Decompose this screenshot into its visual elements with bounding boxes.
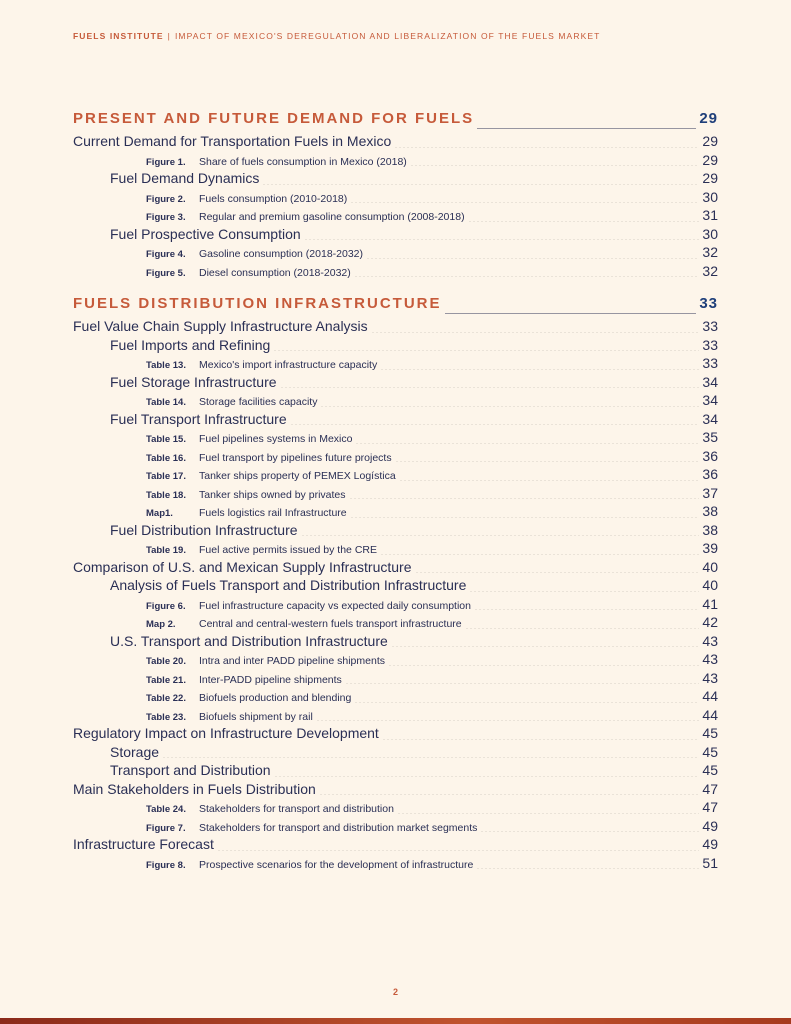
toc-entry-page: 33: [702, 355, 718, 371]
toc-entry[interactable]: [73, 725, 718, 744]
toc-entry-page: 34: [702, 410, 718, 427]
toc-entry-label: Current Demand for Transportation Fuels in Mexico: [73, 133, 392, 149]
toc-entry-label: Fuel transport by pipelines future projects: [199, 451, 392, 464]
toc-entry-label: Regulatory Impact on Infrastructure Development: [73, 725, 379, 741]
toc-entry[interactable]: [73, 429, 718, 448]
toc-entry[interactable]: [73, 522, 718, 541]
toc-entry-label: Transport and Distribution: [110, 762, 271, 778]
toc-entry[interactable]: [73, 318, 718, 337]
toc-entry[interactable]: [73, 707, 718, 726]
header-org: FUELS INSTITUTE: [73, 31, 164, 41]
toc-entry-label: Fuels logistics rail Infrastructure: [199, 507, 347, 519]
toc-entry-label: Main Stakeholders in Fuels Distribution: [73, 780, 316, 797]
toc-entry-label: Comparison of U.S. and Mexican Supply Infrastructure: [73, 558, 412, 575]
toc-entry-tag: Table 17.: [146, 471, 186, 482]
dot-leader: [380, 554, 699, 555]
toc-entry-page: 34: [702, 392, 718, 408]
toc-entry-page: 47: [702, 799, 718, 815]
dot-leader: [465, 628, 700, 629]
toc-entry-label: Analysis of Fuels Transport and Distribution Infrastructure: [110, 577, 467, 593]
toc-entry-tag: Figure 3.: [146, 212, 186, 223]
dot-leader: [480, 831, 699, 832]
dot-leader: [280, 387, 700, 388]
toc-entry[interactable]: [73, 411, 718, 430]
toc-entry-label: Fuels consumption (2010-2018): [199, 192, 348, 205]
toc-entry[interactable]: [73, 836, 718, 855]
toc-entry-page: 42: [702, 614, 718, 630]
toc-entry-page: 36: [702, 447, 718, 464]
toc-entry-label: Fuel pipelines systems in Mexico: [199, 433, 353, 445]
dot-leader: [399, 480, 700, 481]
toc-entry-label: Storage: [110, 743, 160, 760]
toc-entry-label: Stakeholders for transport and distribution market segments: [199, 821, 478, 834]
toc-entry[interactable]: [73, 295, 718, 318]
dot-leader: [349, 498, 700, 499]
dot-leader: [350, 202, 699, 203]
toc-entry-tag: Figure 4.: [146, 249, 186, 260]
toc-entry-label: Central and central-western fuels transport infrastructure: [199, 618, 462, 630]
dot-leader: [394, 147, 699, 148]
toc-entry[interactable]: [73, 110, 718, 133]
toc-entry[interactable]: [73, 744, 718, 763]
toc-entry-label: Gasoline consumption (2018-2032): [199, 248, 364, 260]
toc-entry[interactable]: [73, 577, 718, 596]
toc-entry[interactable]: [73, 688, 718, 707]
toc-entry[interactable]: [73, 337, 718, 356]
toc-entry-label: Tanker ships owned by privates: [199, 488, 346, 501]
dot-leader: [355, 443, 699, 444]
toc-entry-page: 36: [702, 466, 718, 482]
dot-leader: [388, 665, 699, 666]
toc-entry-page: 38: [702, 521, 718, 538]
toc-entry-page: 43: [702, 651, 718, 667]
toc-entry-label: Fuel Prospective Consumption: [110, 225, 301, 242]
toc-entry-label: Share of fuels consumption in Mexico (2018): [199, 155, 407, 168]
toc-entry[interactable]: [73, 614, 718, 633]
toc-entry-label: Stakeholders for transport and distribution: [199, 803, 394, 815]
toc-entry-page: 33: [702, 336, 718, 353]
toc-entry-page: 37: [702, 484, 718, 501]
toc-entry-tag: Table 20.: [146, 656, 186, 667]
toc-entry-label: PRESENT AND FUTURE DEMAND FOR FUELS: [73, 110, 475, 127]
toc-entry-page: 35: [702, 429, 718, 445]
dot-leader: [354, 276, 700, 277]
table-of-contents: [73, 110, 718, 873]
toc-entry-tag: Table 14.: [146, 397, 186, 408]
toc-entry-label: Inter-PADD pipeline shipments: [199, 673, 342, 686]
dot-leader: [301, 535, 700, 536]
dot-leader: [397, 813, 699, 814]
toc-entry-page: 29: [702, 170, 718, 186]
toc-entry-page: 31: [702, 207, 718, 223]
toc-entry-tag: Table 18.: [146, 489, 186, 501]
dot-leader: [350, 517, 700, 518]
toc-entry[interactable]: [73, 152, 718, 171]
header-title: IMPACT OF MEXICO'S DEREGULATION AND LIBERALIZATION OF THE FUELS MARKET: [174, 31, 601, 41]
toc-entry-label: Fuel Storage Infrastructure: [110, 373, 277, 390]
dot-leader: [217, 850, 700, 851]
toc-entry[interactable]: [73, 559, 718, 578]
toc-entry-tag: Figure 1.: [146, 156, 186, 168]
dot-leader: [445, 313, 697, 314]
toc-entry-page: 39: [702, 540, 718, 556]
toc-entry-page: 49: [702, 836, 718, 852]
toc-entry-label: Fuel Imports and Refining: [110, 336, 271, 353]
toc-entry-page: 30: [702, 225, 718, 242]
toc-entry-page: 40: [702, 558, 718, 575]
toc-entry[interactable]: [73, 170, 718, 189]
toc-entry-label: Regular and premium gasoline consumption (2008-2018): [199, 211, 465, 223]
toc-entry-tag: Figure 2.: [146, 193, 186, 205]
toc-entry[interactable]: [73, 633, 718, 652]
toc-entry-label: Fuel Demand Dynamics: [110, 170, 260, 186]
dot-leader: [410, 165, 700, 166]
dot-leader: [468, 221, 700, 222]
toc-entry-label: Fuel Value Chain Supply Infrastructure Analysis: [73, 318, 368, 334]
dot-leader: [304, 239, 700, 240]
toc-entry-tag: Figure 7.: [146, 822, 186, 834]
toc-entry-label: Tanker ships property of PEMEX Logística: [199, 470, 396, 482]
toc-entry-label: Infrastructure Forecast: [73, 836, 214, 852]
toc-entry-tag: Map1.: [146, 508, 173, 519]
toc-entry-page: 47: [702, 780, 718, 797]
toc-entry-page: 41: [702, 595, 718, 612]
toc-entry[interactable]: [73, 244, 718, 263]
toc-entry-label: FUELS DISTRIBUTION INFRASTRUCTURE: [73, 295, 442, 312]
toc-entry-page: 45: [702, 762, 718, 778]
dot-leader: [316, 720, 700, 721]
toc-entry-page: 34: [702, 373, 718, 390]
toc-entry-tag: Table 16.: [146, 452, 186, 464]
toc-entry-tag: Table 23.: [146, 711, 186, 723]
toc-entry-label: Fuel Distribution Infrastructure: [110, 521, 298, 538]
toc-entry[interactable]: [73, 374, 718, 393]
toc-entry[interactable]: [73, 818, 718, 837]
toc-entry-tag: Table 22.: [146, 693, 186, 704]
toc-entry[interactable]: [73, 355, 718, 374]
toc-entry-page: 29: [702, 151, 718, 168]
toc-entry-tag: Figure 5.: [146, 267, 186, 279]
toc-entry[interactable]: [73, 799, 718, 818]
toc-entry[interactable]: [73, 485, 718, 504]
dot-leader: [415, 572, 700, 573]
toc-entry-tag: Table 24.: [146, 804, 186, 815]
toc-entry[interactable]: [73, 762, 718, 781]
toc-entry-page: 43: [702, 632, 718, 649]
toc-entry-label: Mexico's import infrastructure capacity: [199, 359, 378, 371]
toc-entry[interactable]: [73, 670, 718, 689]
dot-leader: [366, 258, 699, 259]
toc-entry-label: U.S. Transport and Distribution Infrastructure: [110, 632, 388, 649]
dot-leader: [320, 406, 699, 407]
toc-entry[interactable]: [73, 392, 718, 411]
dot-leader: [476, 868, 699, 869]
toc-entry-tag: Figure 6.: [146, 600, 186, 612]
dot-leader: [477, 128, 696, 129]
page-number: 2: [392, 987, 398, 997]
toc-entry[interactable]: [73, 466, 718, 485]
toc-entry-page: 45: [702, 743, 718, 760]
toc-entry-tag: Table 13.: [146, 360, 186, 371]
toc-entry[interactable]: [73, 133, 718, 152]
dot-leader: [273, 350, 699, 351]
toc-entry[interactable]: [73, 189, 718, 208]
dot-leader: [319, 794, 700, 795]
dot-leader: [162, 757, 699, 758]
header-separator: |: [167, 31, 171, 41]
toc-entry[interactable]: [73, 448, 718, 467]
toc-entry-page: 40: [702, 577, 718, 593]
toc-entry-label: Biofuels shipment by rail: [199, 710, 313, 723]
dot-leader: [380, 369, 699, 370]
toc-entry-tag: Table 21.: [146, 674, 186, 686]
toc-entry-page: 45: [702, 725, 718, 741]
running-header: [73, 31, 600, 41]
toc-entry-page: 49: [702, 817, 718, 834]
toc-entry-label: Fuel active permits issued by the CRE: [199, 544, 377, 556]
toc-entry-tag: Figure 8.: [146, 859, 186, 871]
dot-leader: [345, 683, 700, 684]
bottom-decorative-bar: [0, 1018, 791, 1024]
toc-entry-page: 32: [702, 244, 718, 260]
toc-entry[interactable]: [73, 855, 718, 874]
toc-entry-tag: Table 15.: [146, 434, 186, 445]
toc-entry-page: 33: [699, 295, 718, 312]
toc-entry[interactable]: [73, 781, 718, 800]
toc-entry[interactable]: [73, 651, 718, 670]
toc-entry-page: 51: [702, 854, 718, 871]
dot-leader: [354, 702, 699, 703]
toc-entry-tag: Map 2.: [146, 619, 176, 630]
toc-entry-page: 29: [699, 110, 718, 127]
toc-entry[interactable]: [73, 207, 718, 226]
toc-entry[interactable]: [73, 596, 718, 615]
toc-entry-label: Diesel consumption (2018-2032): [199, 266, 351, 279]
toc-entry[interactable]: [73, 503, 718, 522]
toc-entry-page: 44: [702, 688, 718, 704]
toc-entry-page: 30: [702, 188, 718, 205]
toc-entry-label: Intra and inter PADD pipeline shipments: [199, 655, 385, 667]
dot-leader: [371, 332, 700, 333]
toc-entry[interactable]: [73, 263, 718, 282]
toc-entry-page: 43: [702, 669, 718, 686]
dot-leader: [391, 646, 700, 647]
toc-entry[interactable]: [73, 540, 718, 559]
toc-entry-page: 33: [702, 318, 718, 334]
toc-entry-label: Fuel Transport Infrastructure: [110, 410, 287, 427]
dot-leader: [262, 184, 699, 185]
dot-leader: [474, 609, 699, 610]
toc-entry-label: Fuel infrastructure capacity vs expected daily consumption: [199, 599, 471, 612]
toc-entry-label: Prospective scenarios for the development of infrastructure: [199, 858, 474, 871]
toc-entry-label: Storage facilities capacity: [199, 396, 318, 408]
dot-leader: [395, 461, 700, 462]
toc-entry-page: 29: [702, 133, 718, 149]
dot-leader: [274, 776, 700, 777]
toc-entry-page: 32: [702, 262, 718, 279]
toc-entry-page: 44: [702, 706, 718, 723]
toc-entry-label: Biofuels production and blending: [199, 692, 352, 704]
dot-leader: [290, 424, 700, 425]
dot-leader: [469, 591, 699, 592]
toc-entry[interactable]: [73, 226, 718, 245]
toc-entry-page: 38: [702, 503, 718, 519]
dot-leader: [382, 739, 700, 740]
toc-entry-tag: Table 19.: [146, 545, 186, 556]
